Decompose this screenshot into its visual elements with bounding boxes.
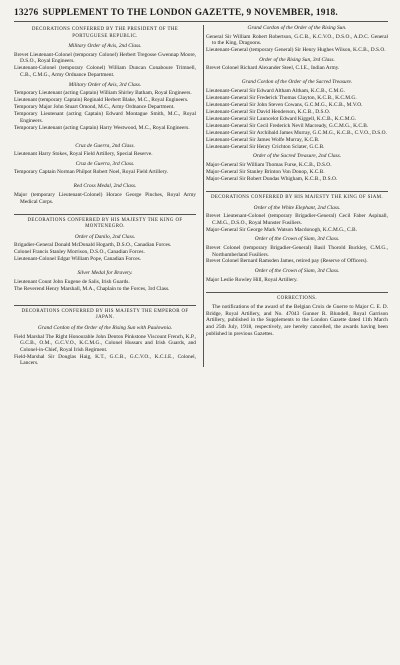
avis2-title: Military Order of Avis, 2nd Class. [68,43,142,50]
page-title: SUPPLEMENT TO THE LONDON GAZETTE, 9 NOVEMBER, 1918. [42,8,338,18]
corrections-heading: CORRECTIONS. [277,295,317,301]
rising-paulownia-title: Grand Cordon of the Order of the Rising Sun with Paulownia. [37,325,173,332]
montenegro-heading: DECORATIONS CONFERRED BY HIS MAJESTY THE KING OF MONTENEGRO. [27,217,183,230]
siam-heading: DECORATIONS CONFERRED BY HIS MAJESTY THE KING OF SIAM. [210,194,384,200]
entry: Temporary Major John Stuart Omond, M.C., Army Ordnance Department. [14,104,175,111]
entry: Lieutenant-Colonel Edgar William Pope, Canadian Forces. [14,256,142,263]
entry: Lieutenant-General Sir John Steven Cowans, G.C.M.G., K.C.B., M.V.O. [206,101,363,108]
rising-sun-title: Grand Cordon of the Order of the Rising Sun. [247,25,347,31]
section-rule [206,191,388,192]
entry: Brevet Lieutenant-Colonel (temporary Brigadier-General) Cecil Faber Aspinall, C.M.G., D.S.O., Royal Munster Fusiliers. [206,213,388,226]
entry: Major-General Sir William Thomas Furse, K.C.B., D.S.O. [206,162,332,168]
entry: The Reverend Henry Marshall, M.A., Chaplain to the Forces, 3rd Class. [14,285,170,292]
section-rule [206,292,388,293]
page-header [14,8,388,18]
header-rule [14,21,388,22]
sacred-2-title: Order of the Sacred Treasure, 2nd Class. [252,153,342,160]
crown-title: Order of the Crown of Siam, 3rd Class. [254,236,340,243]
entry: General Sir William Robert Robertson, G.C.B., K.C.V.O., D.S.O., A.D.C. General to the King, Dragoons. [206,33,388,47]
elephant-title: Order of the White Elephant, 2nd Class. [253,204,341,211]
entry: Lieutenant-General Sir Frederick Thomas Clayton, K.C.B., K.C.M.G. [206,94,357,101]
entry: Lieutenant-General Sir Cecil Frederick Nevil Macready, G.C.M.G., K.C.B. [206,122,369,129]
entry: Colonel Francis Stanley Morrison, D.S.O., Canadian Forces. [14,249,145,256]
section-rule [14,214,196,215]
entry: Lieutenant-Colonel (temporary Colonel) William Duncan Conaboure Trimnell, C.B., C.M.G., Army Ordnance Department. [14,65,196,78]
column-divider [203,25,204,367]
columns [14,25,388,367]
left-column [14,25,196,367]
rising-sun-3-title: Order of the Rising Sun, 3rd Class. [259,56,335,63]
entry: Lieutenant-General Sir Archibald James Murray, G.C.M.G., K.C.B., C.V.O., D.S.O. [206,129,387,136]
entry: Temporary Captain Norman Philpot Robert Noel, Royal Field Artillery. [14,169,169,176]
entry: Brevet Colonel Bernard Ramsden James, retired pay (Reserve of Officers). [206,258,368,265]
entry: Lieutenant Count John Eugene de Salis, Irish Guards. [14,278,130,285]
japan-heading: DECORATIONS CONFERRED BY HIS MAJESTY THE EMPEROR OF JAPAN. [21,308,189,321]
crown-title-2: Order of the Crown of Siam, 3rd Class. [254,268,340,275]
entry: Lieutenant (temporary Captain) Reginald Herbert Blake, M.C., Royal Engineers. [14,97,189,104]
danilo-title: Order of Danilo, 2nd Class. [74,233,136,240]
portugal-heading: DECORATIONS CONFERRED BY THE PRESIDENT OF THE PORTUGUESE REPUBLIC. [31,27,179,39]
entry: Major (temporary Lieutenant-Colonel) Horace George Pinches, Royal Army Medical Corps. [14,192,196,205]
right-column [206,25,388,367]
entry: Lieutenant Harry Stokes, Royal Field Artillery, Special Reserve. [14,151,153,158]
entry: Major-General Sir George Mark Watson Macdonogh, K.C.M.G., C.B. [206,226,357,233]
entry: Temporary Lieutenant (acting Captain) William Shirley Batham, Royal Engineers. [14,90,192,97]
entry: Lieutenant-General Sir David Henderson, K.C.B., D.S.O. [206,108,331,115]
entry: Lieutenant-General Sir James Wolfe Murray, K.C.B. [206,136,320,143]
entry: Lieutenant-General (temporary General) Sir Henry Hughes Wilson, K.C.B., D.S.O. [206,47,386,54]
entry: Field Marshal The Right Honourable John Denton Pinkstone Viscount French, K.P., G.C.B., O.M., G.C.V.O., K.C.M.G., Colonel Hussars and Irish Guards, and Colonel-in-Chief, Royal Irish Regiment. [14,333,196,353]
entry: Major Leslie Rowley Hill, Royal Artillery. [206,276,298,283]
entry: Temporary Lieutenant (acting Captain) Harry Westwood, M.C., Royal Engineers. [14,124,190,131]
entry: Brevet Colonel (temporary Brigadier-General) Basil Thorold Buckley, C.M.G., Northumberland Fusiliers. [206,244,388,258]
entry: Lieutenant-General Sir Edward Altham Altham, K.C.B., C.M.G. [206,87,345,94]
entry: Brevet Colonel Richard Alexander Steel, C.I.E., Indian Army. [206,65,340,72]
avis3-title: Military Order of Avis, 3rd Class. [68,81,142,88]
silver-title: Silver Medal for Bravery. [77,270,133,277]
section-rule [14,305,196,306]
corrections-text: The notifications of the award of the Belgian Croix de Guerre to Major C. E. D. Bridge, Royal Artillery, and No. 47043 Gunner R. Blundell, Royal Garrison Artillery, published in the Supplements to the London Gazette dated 11th March and 25th July, 1918, respectively, are hereby cancelled, the awards having been published in previous Gazettes. [206,304,388,337]
entry: Major-General Sir Robert Dundas Whigham, K.C.B., D.S.O. [206,175,338,182]
entry: Lieutenant-General Sir Launcelot Edward Kiggell, K.C.B., K.C.M.G. [206,115,357,122]
cruz2-title: Cruz de Guerra, 2nd Class. [75,142,135,149]
cruz3-title: Cruz de Guerra, 3rd Class. [75,160,135,167]
redcross-title: Red Cross Medal, 2nd Class. [73,183,137,190]
entry: Brigadier-General Donald McDonald Hogarth, D.S.O., Canadian Forces. [14,242,172,249]
entry: Lieutenant-General Sir Henry Crichton Sclater, G.C.B. [206,143,325,150]
sacred-title: Grand Cordon of the Order of the Sacred Treasure. [241,79,353,86]
entry: Brevet Lieutenant-Colonel (temporary Colonel) Herbert Tregosse Gwennap Moore, D.S.O., Royal Engineers. [14,51,196,65]
entry: Field-Marshal Sir Douglas Haig, K.T., G.C.B., G.C.V.O., K.C.I.E., Colonel, Lancers. [14,353,196,367]
entry: Major-General Sir Stanley Brinton Von Donop, K.C.B. [206,168,325,175]
entry: Temporary Lieutenant (acting Captain) Edward Montague Smith, M.C., Royal Engineers. [14,111,196,124]
page-number: 13276 [14,8,39,18]
